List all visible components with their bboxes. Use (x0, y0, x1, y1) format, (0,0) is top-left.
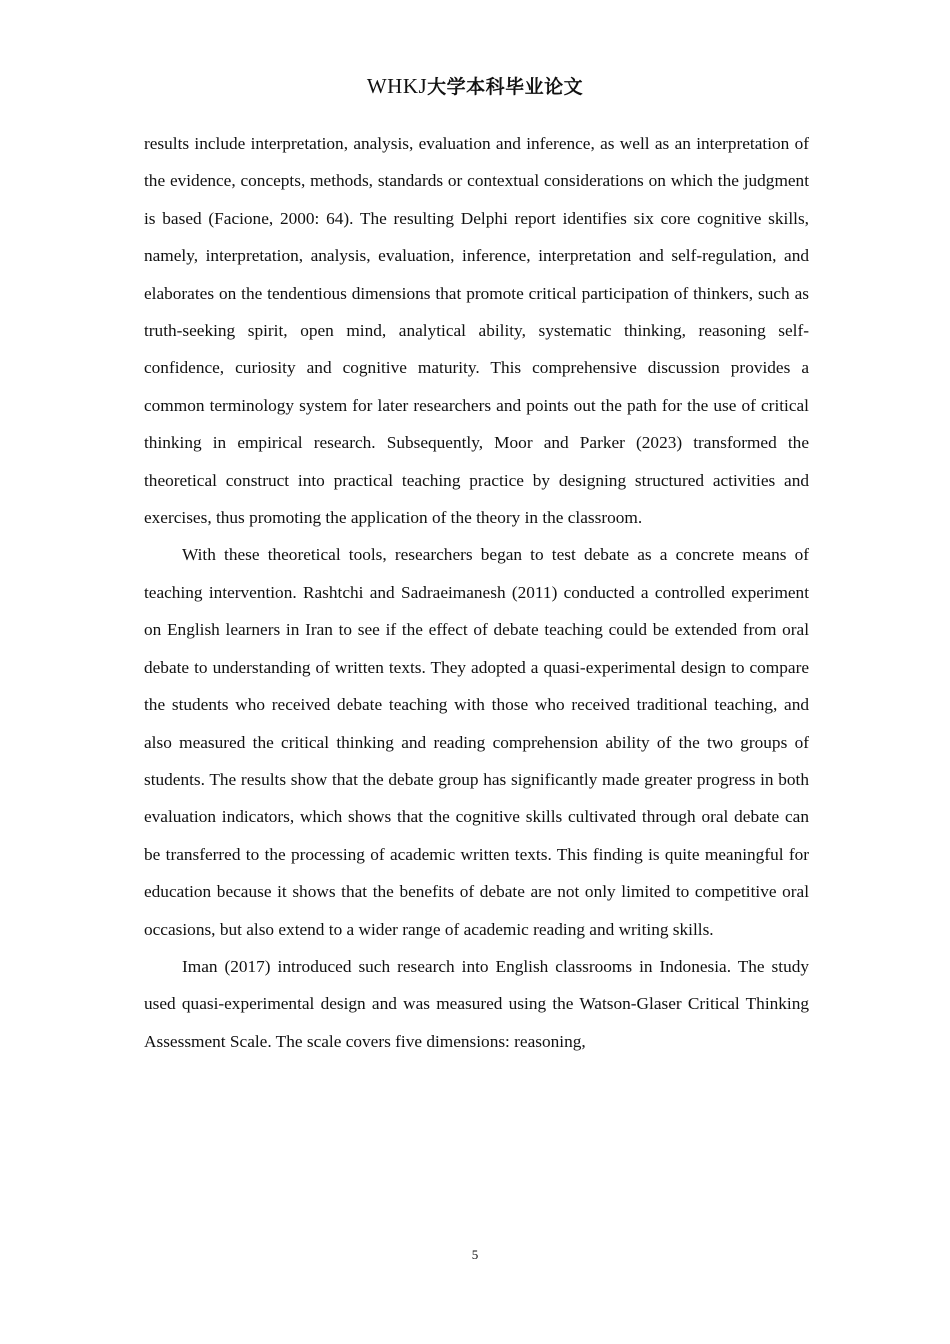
page-header (0, 72, 950, 101)
page-number: 5 (471, 1247, 479, 1262)
paragraph-3: Iman (2017) introduced such research into English classrooms in Indonesia. The study used quasi-experimental design and was measured using the Watson-Glaser Critical Thinking Assessment Scale. The scale covers five dimensions: reasoning, (144, 956, 809, 1051)
header-title: 大学本科毕业论文 (427, 76, 584, 98)
body-text (144, 125, 809, 1060)
header-latin: WHKJ (366, 74, 428, 98)
paragraph-2: With these theoretical tools, researchers began to test debate as a concrete means of teaching intervention. Rashtchi and Sadraeimanesh (2011) conducted a controlled experiment on English learners in Iran to see if the effect of debate teaching could be extended from oral debate to understanding of written texts. They adopted a quasi-experimental design to compare the students who received debate teaching with those who received traditional teaching, and also measured the critical thinking and reading comprehension ability of the two groups of students. The results show that the debate group has significantly made greater progress in both evaluation indicators, which shows that the cognitive skills cultivated through oral debate can be transferred to the processing of academic written texts. This finding is quite meaningful for education because it shows that the benefits of debate are not only limited to competitive oral occasions, but also extend to a wider range of academic reading and writing skills. (144, 545, 809, 939)
paragraph-1: results include interpretation, analysis, evaluation and inference, as well as an interpretation of the evidence, concepts, methods, standards or contextual considerations on which the judgment is based (Facione, 2000: 64). The resulting Delphi report identifies six core cognitive skills, namely, interpretation, analysis, evaluation, inference, interpretation and self-regulation, and elaborates on the tendentious dimensions that promote critical participation of thinkers, such as truth-seeking spirit, open mind, analytical ability, systematic thinking, reasoning self-confidence, curiosity and cognitive maturity. This comprehensive discussion provides a common terminology system for later researchers and points out the path for the use of critical thinking in empirical research. Subsequently, Moor and Parker (2023) transformed the theoretical construct into practical teaching practice by designing structured activities and exercises, thus promoting the application of the theory in the classroom. (144, 134, 809, 528)
